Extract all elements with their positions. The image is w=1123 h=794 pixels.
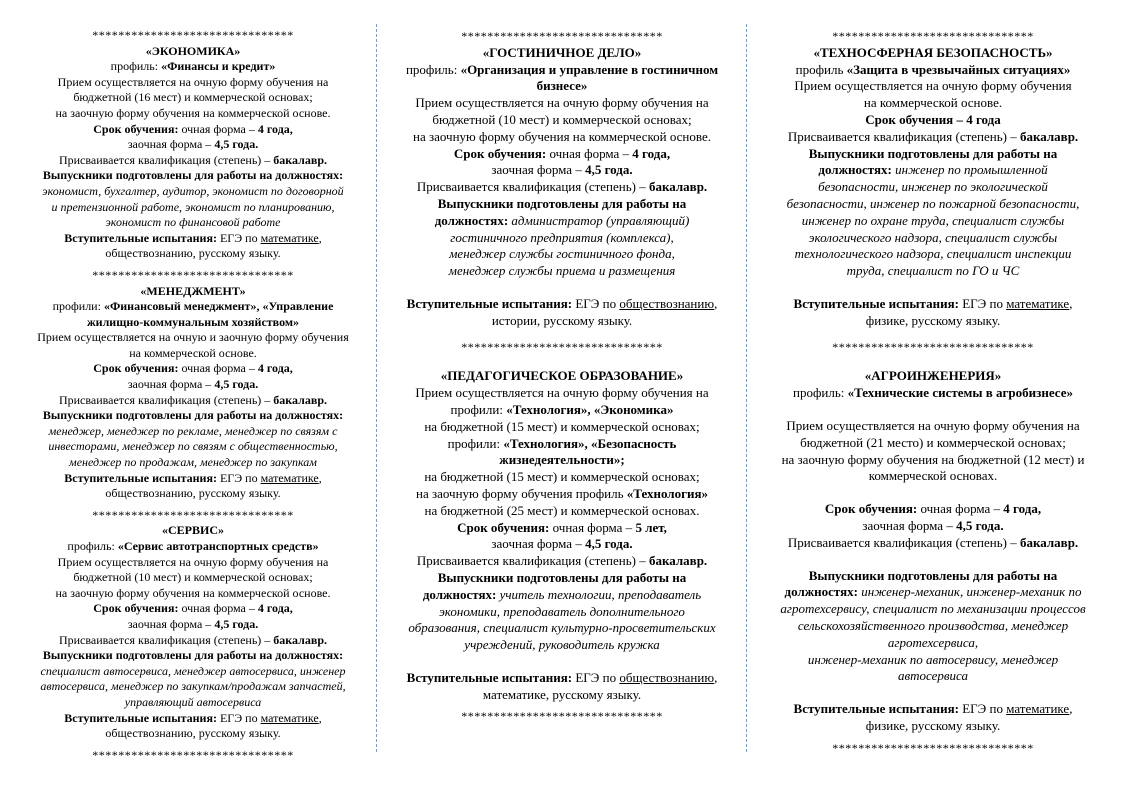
- graduates-positions: и претензионной работе, экономист по планированию,: [51, 199, 335, 214]
- study-term: Срок обучения: очная форма – 4 года,: [824, 501, 1042, 517]
- qualification: Присваивается квалификация (степень) – бакалавр.: [416, 553, 708, 569]
- graduates-positions: автосервиса, менеджер по закупкам/продажам запчастей,: [40, 679, 346, 694]
- study-term: Срок обучения: очная форма – 4 года,: [93, 601, 293, 616]
- graduates-positions: образования, специалист культурно-просветительских: [408, 620, 716, 636]
- study-term-part: заочная форма – 4,5 года.: [127, 616, 259, 631]
- graduates-positions: менеджер службы приема и размещения: [448, 263, 676, 279]
- profile-line: жилищно-коммунальным хозяйством»: [86, 314, 300, 329]
- admission-text: на бюджетной (15 мест) и коммерческой основах;: [424, 469, 700, 485]
- profile-line: профиль «Защита в чрезвычайных ситуациях»: [795, 61, 1071, 77]
- graduates-label: Выпускники подготовлены для работы на должностях:: [42, 648, 344, 663]
- graduates-positions: специалист автосервиса, менеджер автосервиса, инженер: [40, 663, 346, 678]
- star-separator: *******************************: [832, 740, 1034, 755]
- graduates-label: должностях: инженер-механик, инженер-механик по: [784, 584, 1082, 600]
- profile-line: жизнедеятельности»;: [499, 452, 625, 468]
- qualification: Присваивается квалификация (степень) – бакалавр.: [416, 179, 708, 195]
- profile-line: профиль: «Организация и управление в гостиничном: [405, 61, 719, 77]
- graduates-positions: экологического надзора, специалист службы: [808, 229, 1058, 245]
- graduates-label: Выпускники подготовлены для работы на: [808, 145, 1058, 161]
- program-pedagogy: [383, 368, 741, 703]
- entrance-exams: Вступительные испытания: ЕГЭ по математике,: [64, 710, 322, 725]
- graduates-positions: экономист, бухгалтер, аудитор, экономист по договорной: [42, 183, 344, 198]
- qualification: Присваивается квалификация (степень) – бакалавр.: [787, 128, 1079, 144]
- entrance-exams: обществознанию, русскому языку.: [105, 246, 281, 261]
- admission-text: на заочную форму обучения на коммерческой основе.: [55, 105, 331, 120]
- profile-line: бизнесе»: [536, 78, 588, 94]
- study-term: Срок обучения – 4 года: [865, 111, 1001, 127]
- star-separator: *******************************: [461, 339, 663, 354]
- profile-line: профили: «Технология», «Экономика»: [450, 401, 674, 417]
- column-left: [14, 28, 372, 763]
- star-separator: *******************************: [461, 709, 663, 724]
- admission-text: коммерческой основах.: [868, 468, 998, 484]
- admission-text: Прием осуществляется на очную форму обучения на: [786, 417, 1080, 433]
- study-term: Срок обучения: очная форма – 4 года,: [453, 145, 671, 161]
- graduates-label: должностях: инженер по промышленной: [818, 162, 1048, 178]
- entrance-exams: обществознанию, русскому языку.: [105, 726, 281, 741]
- graduates-positions: агротехсервису, специалист по механизации процессов: [780, 601, 1086, 617]
- admission-text: бюджетной (21 место) и коммерческой основах;: [800, 434, 1066, 450]
- graduates-positions: автосервиса: [898, 668, 968, 684]
- profile-line: профиль: «Финансы и кредит»: [110, 59, 276, 74]
- entrance-exams: Вступительные испытания: ЕГЭ по обществознанию,: [406, 295, 718, 311]
- entrance-exams: Вступительные испытания: ЕГЭ по математике,: [64, 470, 322, 485]
- admission-text: Прием осуществляется на очную форму обучения на: [57, 74, 329, 89]
- graduates-positions: технологического надзора, специалист инспекции: [794, 246, 1072, 262]
- graduates-positions: экономист по финансовой работе: [105, 215, 281, 230]
- profile-line: профили: «Технология», «Безопасность: [447, 435, 677, 451]
- program-hotel: [383, 45, 741, 330]
- admission-text: на коммерческой основе.: [129, 345, 257, 360]
- column-divider: [746, 24, 747, 752]
- graduates-positions: гостиничного предприятия (комплекса),: [450, 229, 674, 245]
- admission-text: Прием осуществляется на очную форму обучения на: [415, 95, 709, 111]
- star-separator: *******************************: [92, 28, 294, 42]
- graduates-positions: безопасности, инженер по экологической: [818, 179, 1048, 195]
- study-term-part: заочная форма – 4,5 года.: [491, 536, 633, 552]
- star-separator: *******************************: [92, 507, 294, 522]
- graduates-label: Выпускники подготовлены для работы на должностях:: [42, 168, 344, 183]
- graduates-positions: сельскохозяйственного производства, менеджер агротехсервиса,: [797, 617, 1069, 650]
- profile-line: профиль: «Технические системы в агробизнесе»: [793, 385, 1073, 401]
- admission-text: на заочную форму обучения на бюджетной (12 мест) и: [781, 451, 1085, 467]
- entrance-exams: Вступительные испытания: ЕГЭ по математике,: [793, 295, 1073, 311]
- program-service: [14, 523, 372, 741]
- program-technosphere-safety: [752, 45, 1114, 330]
- program-management: [14, 284, 372, 502]
- entrance-exams: физике, русскому языку.: [865, 312, 1001, 328]
- entrance-exams: Вступительные испытания: ЕГЭ по обществознанию,: [406, 669, 718, 685]
- qualification: Присваивается квалификация (степень) – бакалавр.: [58, 152, 328, 167]
- program-title: «АГРОИНЖЕНЕРИЯ»: [864, 368, 1002, 384]
- qualification: Присваивается квалификация (степень) – бакалавр.: [787, 534, 1079, 550]
- admission-text: на бюджетной (15 мест) и коммерческой основах;: [424, 418, 700, 434]
- entrance-exams: Вступительные испытания: ЕГЭ по математике,: [64, 230, 322, 245]
- program-title: «ЭКОНОМИКА»: [145, 43, 241, 58]
- graduates-positions: инженер-механик по автосервису, менеджер: [807, 651, 1059, 667]
- entrance-exams: обществознанию, русскому языку.: [105, 486, 281, 501]
- admission-text: Прием осуществляется на очную форму обучения на: [57, 554, 329, 569]
- program-title: «ГОСТИНИЧНОЕ ДЕЛО»: [482, 44, 642, 60]
- admission-text: на заочную форму обучения на коммерческой основе.: [55, 585, 331, 600]
- study-term-part: заочная форма – 4,5 года.: [862, 517, 1004, 533]
- program-economics: [14, 44, 372, 262]
- graduates-positions: учреждений, руководитель кружка: [464, 637, 660, 653]
- study-term-part: заочная форма – 4,5 года.: [127, 377, 259, 392]
- star-separator: *******************************: [92, 747, 294, 762]
- graduates-positions: безопасности, инженер по пожарной безопасности,: [786, 195, 1080, 211]
- admission-text: бюджетной (10 мест) и коммерческой основах;: [73, 570, 313, 585]
- graduates-positions: труда, специалист по ГО и ЧС: [846, 263, 1020, 279]
- entrance-exams: истории, русскому языку.: [491, 312, 633, 328]
- graduates-positions: инженер по охране труда, специалист службы: [801, 212, 1065, 228]
- entrance-exams: математике, русскому языку.: [482, 686, 642, 702]
- admission-text: Прием осуществляется на очную форму обучения: [794, 78, 1072, 94]
- star-separator: *******************************: [92, 267, 294, 282]
- column-middle: [383, 28, 741, 725]
- graduates-positions: управляющий автосервиса: [124, 694, 262, 709]
- admission-text: на заочную форму обучения на коммерческой основе.: [413, 128, 711, 144]
- study-term: Срок обучения: очная форма – 4 года,: [93, 361, 293, 376]
- study-term: Срок обучения: очная форма – 4 года,: [93, 121, 293, 136]
- study-term-part: заочная форма – 4,5 года.: [491, 162, 633, 178]
- admission-text: Прием осуществляется на очную и заочную форму обучения: [37, 330, 349, 345]
- graduates-label: должностях: администратор (управляющий): [434, 212, 690, 228]
- admission-text: Прием осуществляется на очную форму обучения на: [415, 385, 709, 401]
- column-right: [752, 28, 1114, 756]
- graduates-label: Выпускники подготовлены для работы на: [437, 569, 687, 585]
- admission-text: на бюджетной (25 мест) и коммерческой основах.: [424, 502, 700, 518]
- entrance-exams: Вступительные испытания: ЕГЭ по математике,: [793, 701, 1073, 717]
- qualification: Присваивается квалификация (степень) – бакалавр.: [58, 392, 328, 407]
- graduates-positions: менеджер службы гостиничного фонда,: [449, 246, 675, 262]
- graduates-positions: менеджер, менеджер по рекламе, менеджер по связям с: [48, 423, 338, 438]
- graduates-label: Выпускники подготовлены для работы на: [437, 195, 687, 211]
- graduates-positions: менеджер по продажам, менеджер по закупкам: [69, 455, 317, 470]
- study-term-part: заочная форма – 4,5 года.: [127, 137, 259, 152]
- column-divider: [376, 24, 377, 752]
- program-title: «ПЕДАГОГИЧЕСКОЕ ОБРАЗОВАНИЕ»: [440, 368, 684, 384]
- program-agroengineering: [752, 368, 1114, 734]
- program-title: «ТЕХНОСФЕРНАЯ БЕЗОПАСНОСТЬ»: [813, 44, 1053, 60]
- graduates-label: Выпускники подготовлены для работы на: [808, 567, 1058, 583]
- admission-text: бюджетной (16 мест) и коммерческой основах;: [73, 90, 313, 105]
- program-title: «СЕРВИС»: [161, 523, 224, 538]
- graduates-label: Выпускники подготовлены для работы на должностях:: [42, 408, 344, 423]
- star-separator: *******************************: [832, 339, 1034, 354]
- entrance-exams: физике, русскому языку.: [865, 717, 1001, 733]
- profile-line: профили: «Финансовый менеджмент», «Управление: [52, 299, 334, 314]
- admission-text: на коммерческой основе.: [863, 95, 1003, 111]
- admission-text: на заочную форму обучения профиль «Технология»: [415, 485, 708, 501]
- graduates-label: должностях: учитель технологии, преподаватель: [422, 586, 702, 602]
- study-term: Срок обучения: очная форма – 5 лет,: [457, 519, 667, 535]
- program-title: «МЕНЕДЖМЕНТ»: [140, 283, 246, 298]
- profile-line: профиль: «Сервис автотранспортных средств»: [67, 539, 319, 553]
- graduates-positions: инвесторами, менеджер по связям с общественностью,: [48, 439, 338, 454]
- graduates-positions: экономики, преподаватель дополнительного: [439, 603, 685, 619]
- star-separator: *******************************: [832, 29, 1034, 43]
- star-separator: *******************************: [461, 29, 663, 43]
- qualification: Присваивается квалификация (степень) – бакалавр.: [58, 632, 328, 647]
- admission-text: бюджетной (10 мест) и коммерческой основах;: [432, 111, 692, 127]
